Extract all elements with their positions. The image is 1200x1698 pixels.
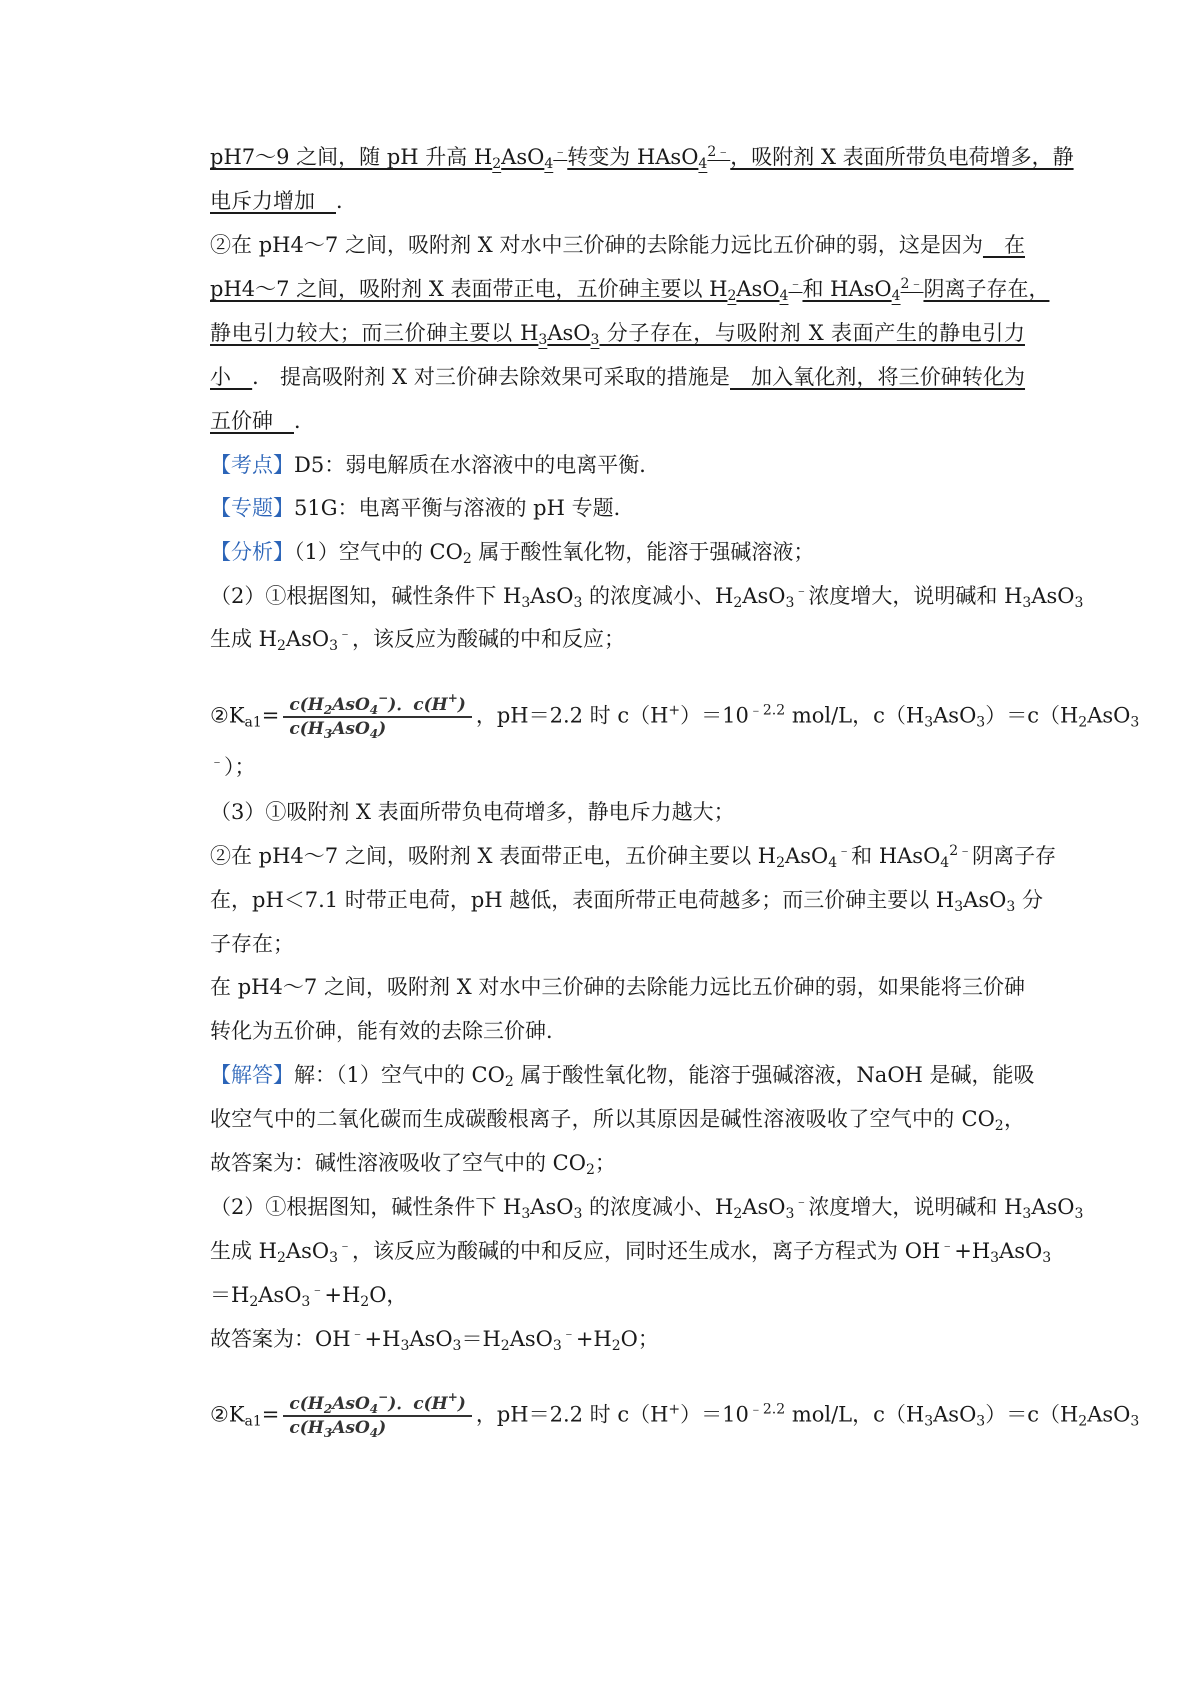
subscript: 3 [976,714,986,731]
subscript: 3 [924,714,934,731]
text-run: AsO [933,703,977,728]
subscript: 2 [776,855,786,871]
text-run: 浓度增大，说明碱和 H [808,584,1023,608]
text-run: 51G：电离平衡与溶液的 pH 专题． [294,496,635,520]
text-run: （1）空气中的 CO [294,540,463,564]
text-run: ）； [224,755,256,779]
fraction-denominator [283,718,471,740]
text-run: 在 pH4～7 之间，吸附剂 X 对水中三价砷的去除能力远比五价砷的弱，如果能将三价砷 [210,975,1025,999]
subscript: 3 [552,1338,562,1354]
superscript: ﹣ [338,1238,353,1254]
section-tag: 【专题】 [210,496,294,520]
fraction-numerator [283,1390,471,1417]
subscript: 4 [369,703,379,717]
subscript: 3 [976,1413,986,1430]
section-tag: 【考点】 [210,453,294,477]
subscript: 3 [1042,1250,1052,1266]
text-run: AsO [258,1283,302,1307]
subscript: 3 [521,595,531,611]
text-run: 分子存在，与吸附剂 X 表面产生的静电引力 [599,321,1025,345]
subscript: 3 [954,899,964,915]
text-run: +H [954,1239,991,1263]
text-run: 在，pH＜7.1 时带正电荷，pH 越低，表面所带正电荷越多；而三价砷主要以 H [210,888,955,912]
subscript: a1 [244,1413,262,1430]
fraction-denominator [283,1417,471,1439]
text-line [210,450,1025,480]
text-run: AsO [963,888,1007,912]
text-run: ． [336,189,357,213]
subscript: 3 [538,332,548,348]
superscript: ﹣ [210,754,224,770]
subscript: 4 [369,1402,379,1416]
text-run: 收空气中的二氧化碳而生成碳酸根离子，所以其原因是碱性溶液吸收了空气中的 CO [210,1107,995,1131]
subscript: 2 [492,156,502,172]
section-tag: 【解答】 [210,1063,294,1087]
subscript: 2 [500,1338,510,1354]
text-run: ＝H [210,1283,250,1307]
text-run: （2）①根据图知，碱性条件下 H [210,584,522,608]
text-run: 加入氧化剂，将三价砷转化为 [730,365,1026,389]
text-run: +H [324,1283,361,1307]
text-run: +H [364,1327,401,1351]
subscript: 4 [544,156,554,172]
subscript: 4 [940,855,950,871]
text-run: AsO [285,627,330,651]
text-run: 和 HAsO [851,844,941,868]
text-run: ) [378,1418,387,1438]
text-run: 五价砷 [210,409,294,433]
text-line [210,1280,1025,1310]
subscript: 2 [360,1294,370,1310]
text-run: AsO [736,277,780,301]
text-run: 的浓度减小、H [582,584,734,608]
text-line [210,1324,1025,1354]
subscript: 3 [329,638,339,654]
text-run: c(H [289,1418,324,1438]
text-run: +H [575,1327,612,1351]
text-run: c(H [289,1394,324,1414]
text-run: = [261,1402,280,1427]
text-line [210,142,1074,172]
text-run: AsO [742,1195,786,1219]
text-line [210,362,1025,392]
text-run: ． [294,409,315,433]
subscript: 3 [785,595,795,611]
text-run: ②在 pH4～7 之间，吸附剂 X 对水中三价砷的去除能力远比五价砷的弱，这是因为 [210,233,983,257]
subscript: 4 [369,727,379,741]
superscript: ﹣2.2 [748,702,786,719]
text-run: 故答案为：OH [210,1327,351,1351]
fraction-numerator [283,691,471,718]
text-run: AsO [1087,1402,1131,1427]
subscript: 3 [1074,595,1084,611]
ka1-fraction [283,691,471,741]
subscript: 3 [924,1413,934,1430]
text-line [210,274,1050,304]
text-run: 小 [210,365,253,389]
text-run: ）＝10 [680,703,749,728]
text-line [210,493,1025,523]
text-run: 转化为五价砷，能有效的去除三价砷． [210,1019,567,1043]
superscript: + [447,1390,458,1404]
subscript: 3 [1074,1206,1084,1222]
superscript: − [378,691,389,705]
text-run: ＝H [461,1327,501,1351]
text-run: 生成 H [210,1239,277,1263]
subscript: 3 [1022,595,1032,611]
subscript: 3 [323,1426,333,1440]
text-run: 和 HAsO [802,277,892,301]
text-line [210,1236,1052,1266]
text-run: 转变为 HAsO [567,145,699,169]
text-run: （3）①吸附剂 X 表面所带负电荷增多，静电斥力越大； [210,800,735,824]
text-line [210,691,1140,741]
superscript: − [378,1390,389,1404]
text-run: ②K [210,703,245,728]
text-run: ②在 pH4～7 之间，吸附剂 X 表面带正电，五价砷主要以 H [210,844,777,868]
subscript: 3 [573,595,583,611]
subscript: 3 [400,1338,410,1354]
text-run: ) [457,1394,466,1414]
superscript: 2﹣ [900,276,924,292]
text-run: 阴离子存 [972,844,1057,868]
text-run: AsO [1031,584,1075,608]
text-run: 静电引力较大；而三价砷主要以 H [210,321,539,345]
text-line [210,581,1084,611]
text-run: ； [594,1151,616,1175]
subscript: 3 [990,1250,1000,1266]
text-run: O， [369,1283,408,1307]
subscript: 3 [1130,1413,1140,1430]
subscript: 2 [1078,1413,1088,1430]
section-tag: 【分析】 [210,540,294,564]
subscript: 3 [1130,714,1140,731]
superscript: + [447,691,458,705]
superscript: ﹣ [553,144,568,160]
text-line [210,1192,1084,1222]
text-run: AsO [742,584,786,608]
text-run: ）＝c（H [985,703,1079,728]
subscript: 3 [452,1338,462,1354]
text-line [210,230,1025,260]
text-line [210,841,1057,871]
text-run: O； [620,1327,659,1351]
subscript: 2 [733,595,743,611]
superscript: 2﹣ [707,144,731,160]
text-line [210,186,1025,216]
subscript: 4 [698,156,708,172]
superscript: ﹣ [310,1282,325,1298]
subscript: 4 [891,288,901,304]
text-run: ，吸附剂 X 表面所带负电荷增多，静 [730,145,1074,169]
text-line [210,1060,1035,1090]
subscript: 3 [590,332,600,348]
text-run: 故答案为：碱性溶液吸收了空气中的 CO [210,1151,586,1175]
text-line [210,752,1025,782]
text-run: 属于酸性氧化物，能溶于强碱溶液，NaOH 是碱，能吸 [513,1063,1035,1087]
subscript: 3 [785,1206,795,1222]
subscript: 3 [1006,899,1016,915]
superscript: ﹣ [794,583,809,599]
superscript: + [668,1401,681,1418]
ka1-fraction [283,1390,471,1440]
text-run: ，pH＝2.2 时 c（H [475,1402,669,1427]
text-run: AsO [530,1195,574,1219]
text-run: 的浓度减小、H [582,1195,734,1219]
text-line [210,537,1025,567]
superscript: ﹣ [788,276,803,292]
subscript: 3 [521,1206,531,1222]
superscript: 2﹣ [949,843,973,859]
text-run: )．c(H [388,695,448,715]
text-run: pH4～7 之间，吸附剂 X 表面带正电，五价砷主要以 H [210,277,728,301]
text-run: AsO [785,844,829,868]
superscript: ﹣ [940,1238,955,1254]
text-run: ，该反应为酸碱的中和反应； [352,627,626,651]
text-line [210,1390,1140,1440]
subscript: 2 [994,1118,1004,1134]
superscript: ﹣ [837,843,852,859]
subscript: 2 [727,288,737,304]
text-run: AsO [530,584,574,608]
text-run: （2）①根据图知，碱性条件下 H [210,1195,522,1219]
text-run: pH7～9 之间，随 pH 升高 H [210,145,493,169]
text-run: c(H [289,695,324,715]
text-run: AsO [1087,703,1131,728]
superscript: ﹣ [338,626,353,642]
text-run: ）＝c（H [985,1402,1079,1427]
text-line [210,1104,1025,1134]
text-line [210,1016,1025,1046]
text-run: AsO [501,145,545,169]
superscript: ﹣ [561,1326,576,1342]
text-run: 子存在； [210,932,294,956]
subscript: 2 [277,1250,286,1266]
subscript: 3 [301,1294,311,1310]
text-run: )．c(H [388,1394,448,1414]
text-run: AsO [332,1418,370,1438]
subscript: 3 [573,1206,583,1222]
text-run: AsO [999,1239,1043,1263]
subscript: 2 [249,1294,259,1310]
text-run: 在 [982,233,1025,257]
text-run: 解：（1）空气中的 CO [294,1063,505,1087]
subscript: 4 [369,1426,379,1440]
text-run: AsO [509,1327,553,1351]
text-run: AsO [285,1239,330,1263]
text-run: 生成 H [210,627,277,651]
text-line [210,885,1043,915]
subscript: 2 [611,1338,621,1354]
text-run: 分 [1015,888,1043,912]
subscript: 2 [323,1402,333,1416]
subscript: 2 [277,638,286,654]
subscript: 4 [779,288,789,304]
superscript: ﹣ [794,1194,809,1210]
superscript: ﹣2.2 [748,1401,786,1418]
text-run: ) [378,719,387,739]
text-run: AsO [547,321,591,345]
text-run: AsO [332,1394,370,1414]
superscript: + [668,702,681,719]
text-run: 属于酸性氧化物，能溶于强碱溶液； [471,540,815,564]
text-line [210,624,1025,654]
subscript: 2 [462,551,472,567]
text-run: 阴离子存在， [923,277,1050,301]
text-run: AsO [332,695,370,715]
text-run: ②K [210,1402,245,1427]
text-run: = [261,703,280,728]
text-line [210,797,1025,827]
text-run: mol/L，c（H [785,703,925,728]
text-run: 浓度增大，说明碱和 H [808,1195,1023,1219]
text-run: D5：弱电解质在水溶液中的电离平衡． [294,453,661,477]
subscript: 4 [828,855,838,871]
text-line [210,318,1025,348]
text-run: ，该反应为酸碱的中和反应，同时还生成水，离子方程式为 OH [352,1239,941,1263]
text-run: AsO [933,1402,977,1427]
text-run: ． 提高吸附剂 X 对三价砷去除效果可采取的措施是 [252,365,730,389]
subscript: 2 [1078,714,1088,731]
text-run: ，pH＝2.2 时 c（H [475,703,669,728]
text-run: ）＝10 [680,1402,749,1427]
text-run: ， [1003,1107,1025,1131]
subscript: 2 [504,1074,514,1090]
text-run: ) [457,695,466,715]
text-run: AsO [409,1327,453,1351]
text-run: mol/L，c（H [785,1402,925,1427]
subscript: 3 [323,727,333,741]
text-run: c(H [289,719,324,739]
text-line [210,972,1025,1002]
text-run: 电斥力增加 [210,189,336,213]
text-line [210,929,1025,959]
superscript: ﹣ [350,1326,365,1342]
text-line [210,1148,1025,1178]
subscript: 2 [585,1162,595,1178]
subscript: 3 [1022,1206,1032,1222]
text-run: AsO [1031,1195,1075,1219]
subscript: 3 [329,1250,339,1266]
text-line [210,406,1025,436]
subscript: 2 [733,1206,743,1222]
subscript: 2 [323,703,333,717]
text-run: AsO [332,719,370,739]
subscript: a1 [244,714,262,731]
